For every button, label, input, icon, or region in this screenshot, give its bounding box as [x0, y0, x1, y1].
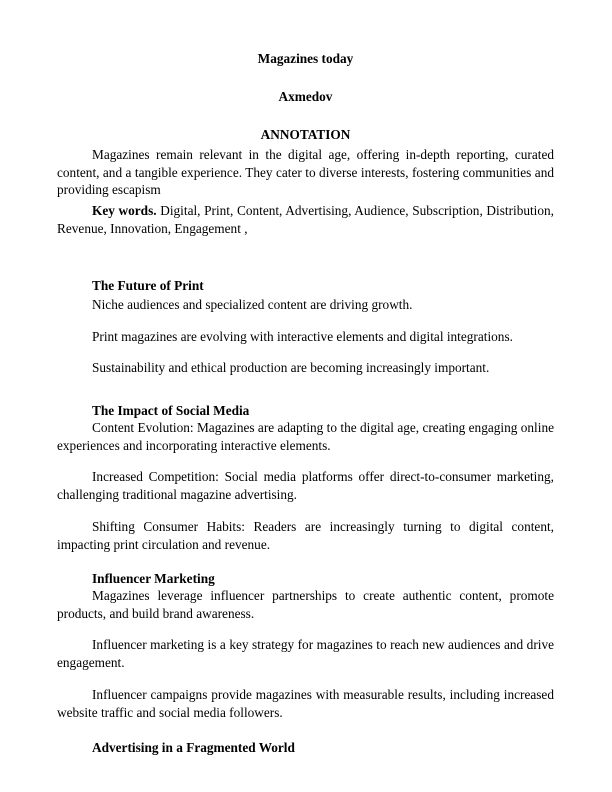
- section-heading: The Future of Print: [92, 278, 204, 293]
- section-paragraph: Print magazines are evolving with interactive elements and digital integrations.: [92, 329, 513, 344]
- section-paragraph: Magazines leverage influencer partnerships to create authentic content, promote products, and build brand awareness.: [57, 588, 554, 621]
- section-paragraph: Influencer campaigns provide magazines with measurable results, including increased website traffic and social media followers.: [57, 687, 554, 720]
- section-paragraph: Influencer marketing is a key strategy for magazines to reach new audiences and drive engagement.: [57, 637, 554, 670]
- section-heading: Influencer Marketing: [92, 571, 215, 586]
- doc-author: Axmedov: [278, 89, 333, 104]
- section-paragraph: Niche audiences and specialized content are driving growth.: [92, 297, 413, 312]
- section-heading: The Impact of Social Media: [92, 403, 250, 418]
- keywords-label: Key words.: [92, 203, 157, 218]
- annotation-text: Magazines remain relevant in the digital age, offering in-depth reporting, curated content, and a tangible experience. They cater to diverse interests, fostering communities and providing escapism: [57, 147, 554, 197]
- section-paragraph: Sustainability and ethical production are becoming increasingly important.: [92, 360, 490, 375]
- section-paragraph: Increased Competition: Social media platforms offer direct-to-consumer marketing, challenging traditional magazine advertising.: [57, 469, 554, 502]
- section-paragraph: Content Evolution: Magazines are adapting to the digital age, creating engaging online experiences and incorporating interactive elements.: [57, 420, 554, 453]
- annotation-heading: ANNOTATION: [260, 127, 351, 142]
- keywords-text: Digital, Print, Content, Advertising, Audience, Subscription, Distribution, Revenue, Innovation, Engagement ,: [57, 203, 555, 236]
- section-paragraph: Shifting Consumer Habits: Readers are increasingly turning to digital content, impacting print circulation and revenue.: [57, 519, 554, 552]
- doc-title: Magazines today: [257, 51, 354, 66]
- keywords-paragraph: [57, 202, 554, 237]
- section-heading: Advertising in a Fragmented World: [92, 740, 295, 755]
